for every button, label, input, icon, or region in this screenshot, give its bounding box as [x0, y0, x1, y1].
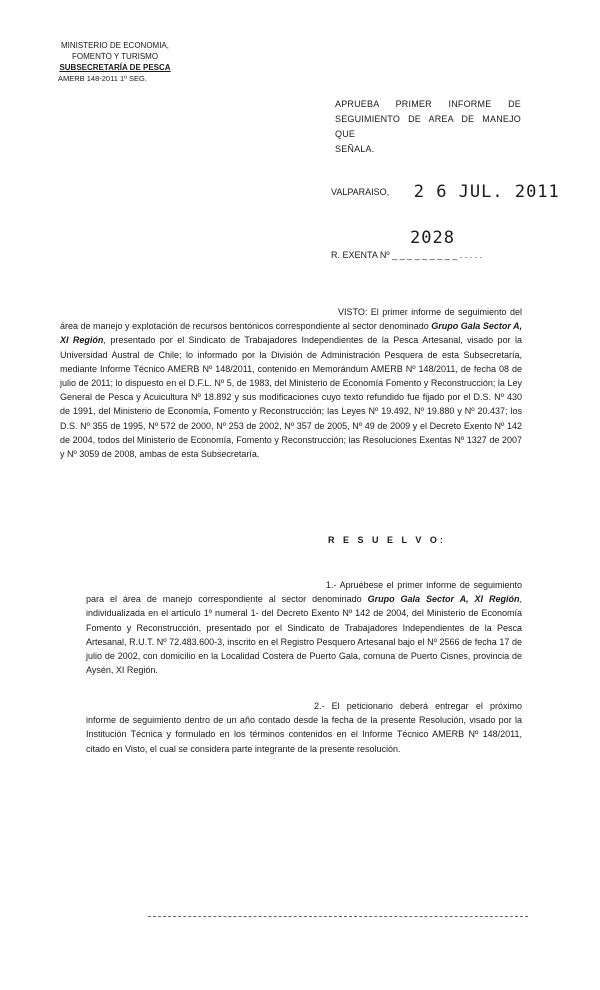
- item1-text-part1: 1.- Apruébese el primer informe de seguimiento para el área de manejo correspondiente al sector denominado: [86, 580, 522, 605]
- resolution-item-1: [86, 578, 522, 677]
- visto-text-part1: VISTO: El primer informe de seguimiento del área de manejo y explotación de recursos bentónicos correspondiente al sector denominado: [60, 307, 522, 332]
- place-label: VALPARAISO,: [331, 187, 390, 197]
- subject-line-1: APRUEBA PRIMER INFORME DE: [335, 99, 521, 109]
- exenta-label: R. EXENTA Nº: [331, 250, 390, 260]
- visto-sector-name: Grupo Gala Sector A, XI Región: [60, 321, 522, 346]
- resolution-number: 2028: [410, 228, 455, 248]
- ministry-name-line1: MINISTERIO DE ECONOMIA,: [60, 41, 169, 50]
- subject-line-3: SEÑALA.: [335, 144, 375, 154]
- stamped-date: 2 6 JUL. 2011: [413, 182, 560, 202]
- subsecretaria-name: SUBSECRETARÍA DE PESCA: [59, 63, 171, 72]
- visto-text-part2: , presentado por el Sindicato de Trabajadores Independientes de la Pesca Artesanal, visado por la Universidad Austral de Chile; lo informado por la División de Administración Pesquera de esta Subsecretaría, mediante Informe Técnico AMERB Nº 148/2011, contenido en Memorándum AMERB Nº 148/2011, de fecha 08 de julio de 2011; lo dispuesto en el D.F.L. Nº 5, de 1983, del Ministerio de Economía Fomento y Reconstrucción; la Ley General de Pesca y Acuicultura Nº 18.892 y sus modificaciones cuyo texto refundido fue fijado por el D.S. Nº 430 de 1991, del Ministerio de Economía, Fomento y Reconstrucción; las Leyes Nº 19.492, Nº 19.880 y Nº 20.437; los D.S. Nº 355 de 1995, Nº 572 de 2000, Nº 253 de 2002, Nº 357 de 2005, Nº 49 de 2009 y el Decreto Exento Nº 142 de 2004, todos del Ministerio de Economía, Fomento y Reconstrucción; las Resoluciones Exentas Nº 1327 de 2007 y Nº 3059 de 2008, ambas de esta Subsecretaría.: [60, 335, 522, 460]
- exenta-line: [331, 250, 482, 260]
- item1-sector-name: Grupo Gala Sector A, XI Región: [367, 594, 520, 605]
- resolution-item-2: 2.- El peticionario deberá entregar el próximo informe de seguimiento dentro de un año contado desde la fecha de la presente Resolución, visado por la Institución Técnica y formulado en los términos contenidos en el Informe Técnico AMERB Nº 148/2011, citado en Visto, el cual se considera parte integrante de la presente resolución.: [86, 701, 522, 754]
- visto-paragraph: [60, 305, 522, 461]
- subject-block: [335, 97, 521, 157]
- footer-dashed-line: [148, 916, 528, 917]
- resuelvo-heading: R E S U E L V O:: [328, 535, 446, 545]
- letterhead: [50, 40, 180, 84]
- exenta-dots: _ _ _ _ _ _ _ _ _ . . . . .: [392, 250, 483, 260]
- place-and-date: [331, 180, 560, 200]
- subject-line-2: SEGUIMIENTO DE AREA DE MANEJO QUE: [335, 114, 521, 139]
- document-reference: AMERB 148-2011 1º SEG.: [58, 74, 147, 83]
- ministry-name-line2: FOMENTO Y TURISMO: [71, 52, 159, 61]
- item1-text-part2: , individualizada en el artículo 1º numeral 1- del Decreto Exento Nº 142 de 2004, del Ministerio de Economía Fomento y Reconstrucción, presentado por el Sindicato de Trabajadores Independientes de la Pesca Artesanal, R.U.T. Nº 72.483.600-3, inscrito en el Registro Pesquero Artesanal bajo el Nº 2566 de fecha 17 de julio de 2002, con domicilio en la Localidad Costera de Puerto Gala, comuna de Puerto Cisnes, provincia de Aysén, XI Región.: [86, 594, 522, 676]
